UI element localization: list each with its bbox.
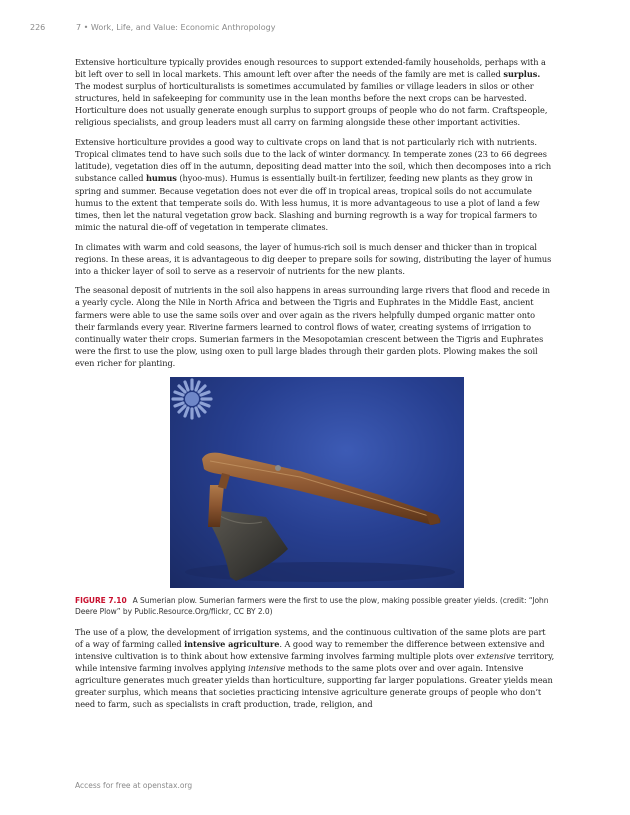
page-footer (75, 781, 192, 790)
paragraph-rivers: The seasonal deposit of nutrients in the soil also happens in areas surrounding large rivers that flood and recede in a yearly cycle. Along the Nile in North Africa and between the Tigris and Euphrates in the Middle East, ancient farmers were able to use the same soils over and over again as the rivers helpfully dumped organic matter onto their farmlands every year. Riverine farmers learned to control flows of water, creating systems of irrigation to continually water their crops. Sumerian farmers in the Mesopotamian crescent between the Tigris and Euphrates were the first to use the plow, using oxen to pull large blades through their garden plots. Plowing makes the soil even richer for planting. (75, 285, 551, 368)
key-term-intensive-agriculture: intensive agriculture (184, 638, 280, 649)
text-run: (hyoo-mus). Humus is essentially built-in fertilizer, feeding new plants as they grow in spring and summer. Because vegetation does not ever die off in tropical areas, tropical soils do not accumulate humus to the extent that temperate soils do. With less humus, it is more advantageous to use a plot of land a few times, then let the natural vegetation grow back. Slashing and burning regrowth is a way for tropical farmers to mimic the natural die-off of vegetation in temperate climates. (75, 173, 540, 232)
key-term-humus: humus (145, 173, 177, 184)
text-run: The use of a plow, the development of irrigation systems, and the continuous cultivation of the same plots are part of a way of farming called (75, 626, 546, 649)
figure-caption-text: A Sumerian plow. Sumerian farmers were the first to use the plow, making possible greater yields. (credit: “John Deere Plow” by Public.Resource.Org/flickr, CC BY 2.0) (75, 595, 549, 617)
emphasis-extensive: extensive (476, 650, 516, 661)
wooden-plow-image (170, 377, 464, 588)
text-run: Extensive horticulture provides a good way to cultivate crops on land that is not particularly rich with nutrients. Tropical climates tend to have such soils due to the lack of winter dormancy. In temperate zones (23 to 66 degrees latitude), vegetation dies off in the autumn, depositing dead matter into the soil, which then decomposes into a rich substance called (75, 137, 552, 184)
page-number: 226 (30, 23, 46, 32)
sunburst-logo-icon (173, 380, 211, 418)
figure-label: FIGURE 7.10 (75, 595, 127, 605)
key-term-surplus: surplus. (503, 69, 541, 80)
text-run: The modest surplus of horticulturalists is sometimes accumulated by families or village leaders in silos or other structures, held in safekeeping for community use in the lean months before the next crops can be harvested. Horticulture does not usually generate enough surplus to support groups of people who do not farm. Craftspeople, religious specialists, and group leaders must all carry on farming alongside these other important activities. (75, 81, 548, 128)
page-header (30, 23, 600, 32)
figure-image-plow (170, 377, 464, 588)
text-run: . A good way to remember the difference between extensive and intensive cultivation is to think about how extensive farming involves farming multiple plots over (75, 638, 545, 661)
footer-access-link[interactable]: Access for free at openstax.org (75, 781, 193, 790)
paragraph-humus (75, 136, 555, 233)
text-run: methods to the same plots over and over again. Intensive agriculture generates much greater yields than horticulture, supporting far larger populations. Greater yields mean greater surplus, which means that societies practicing intensive agriculture generate groups of people who don’t need to farm, such as specialists in craft production, trade, religion, and (75, 662, 553, 710)
paragraph-surplus (75, 56, 555, 129)
page-content (75, 56, 555, 718)
emphasis-intensive: intensive (248, 662, 286, 673)
figure-caption (75, 595, 555, 618)
paragraph-intensive-agriculture (75, 626, 555, 711)
paragraph-climates: In climates with warm and cold seasons, the layer of humus-rich soil is much denser and thicker than in tropical regions. In these areas, it is advantageous to dig deeper to prepare soils for sowing, distributing the layer of humus into a thicker layer of soil to serve as a reservoir of nutrients for the new plants. (75, 241, 552, 276)
text-run: Extensive horticulture typically provides enough resources to support extended-family households, perhaps with a bit left over to sell in local markets. This amount left over after the needs of the family are met is called (75, 57, 546, 80)
text-run: territory, while intensive farming involves applying (75, 650, 555, 673)
chapter-title: 7 • Work, Life, and Value: Economic Anthropology (76, 23, 276, 32)
